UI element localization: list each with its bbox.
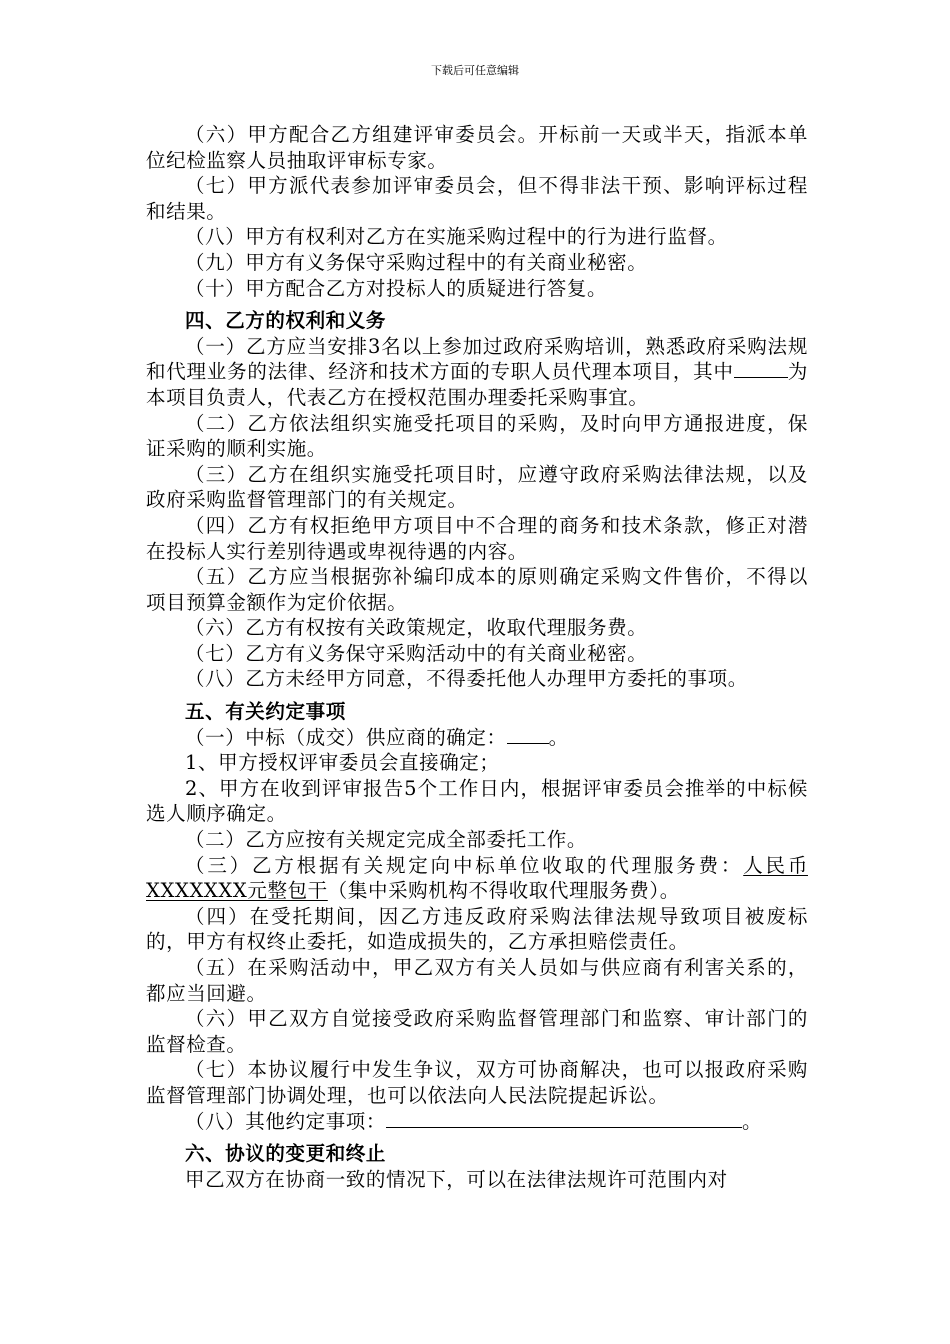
other-matters-blank [386, 1109, 742, 1128]
page-header: 下载后可任意编辑 [431, 64, 519, 77]
service-fee-amount: 人民币XXXXXXX元整包干 [146, 853, 808, 903]
clause-text: （八）其他约定事项： [185, 1109, 387, 1133]
section-6-text: 甲乙双方在协商一致的情况下，可以在法律法规许可范围内对 [185, 1167, 728, 1191]
section-5-clause-6: （六）甲乙双方自觉接受政府采购监督管理部门和监察、审计部门的监督检查。 [146, 1007, 808, 1056]
section-4-clause-3: （三）乙方在组织实施受托项目时，应遵守政府采购法律法规，以及政府采购监督管理部门的有关规定。 [146, 462, 808, 512]
section-4-clause-6: （六）乙方有权按有关政策规定，收取代理服务费。 [185, 616, 648, 640]
section-5-clause-1 [146, 725, 808, 751]
clause-a-6: （六）甲方配合乙方组建评审委员会。开标前一天或半天，指派本单位纪检监察人员抽取评审标专家。 [146, 123, 808, 172]
document-body [146, 122, 808, 1192]
section-4-clause-1 [146, 334, 808, 411]
project-leader-blank [734, 359, 788, 378]
clause-a-7: （七）甲方派代表参加评审委员会，但不得非法干预、影响评标过程和结果。 [146, 174, 808, 223]
section-5-clause-8 [146, 1109, 808, 1135]
clause-text: （一）乙方应当安排3名以上参加过政府采购培训，熟悉政府采购法规和代理业务的法律、经济和技术方面的专职人员代理本项目，其中 [146, 334, 808, 384]
section-5-heading: 五、有关约定事项 [185, 700, 346, 724]
section-5-clause-3 [146, 853, 808, 904]
section-6-heading: 六、协议的变更和终止 [185, 1142, 387, 1166]
section-5-option-2: 2、甲方在收到评审报告5个工作日内，根据评审委员会推举的中标候选人顺序确定。 [146, 776, 808, 826]
section-4-clause-7: （七）乙方有义务保守采购活动中的有关商业秘密。 [185, 641, 648, 665]
section-4-clause-8: （八）乙方未经甲方同意，不得委托他人办理甲方委托的事项。 [185, 667, 748, 691]
clause-text: （一）中标（成交）供应商的确定： [185, 725, 507, 749]
section-4-clause-2: （二）乙方依法组织实施受托项目的采购，及时向甲方通报进度，保证采购的顺利实施。 [146, 411, 808, 461]
section-5-clause-2: （二）乙方应按有关规定完成全部委托工作。 [185, 828, 588, 852]
method-blank [507, 725, 549, 744]
clause-text: 。 [742, 1109, 763, 1133]
clause-a-9: （九）甲方有义务保守采购过程中的有关商业秘密。 [185, 250, 648, 274]
clause-text: （三）乙方根据有关规定向中标单位收取的代理服务费： [185, 853, 744, 877]
clause-a-10: （十）甲方配合乙方对投标人的质疑进行答复。 [185, 276, 608, 300]
section-5-clause-4: （四）在受托期间，因乙方违反政府采购法律法规导致项目被废标的，甲方有权终止委托，如造成损失的，乙方承担赔偿责任。 [146, 904, 808, 954]
section-5-option-1: 1、甲方授权评审委员会直接确定； [185, 751, 500, 775]
clause-text: 为本项目负责人，代表乙方在授权范围办理委托采购事宜。 [146, 360, 808, 409]
section-5-clause-5: （五）在采购活动中，甲乙双方有关人员如与供应商有利害关系的，都应当回避。 [146, 956, 808, 1005]
clause-a-8: （八）甲方有权利对乙方在实施采购过程中的行为进行监督。 [185, 225, 728, 249]
section-4-clause-5: （五）乙方应当根据弥补编印成本的原则确定采购文件售价，不得以项目预算金额作为定价依据。 [146, 565, 808, 614]
section-5-clause-7: （七）本协议履行中发生争议，双方可协商解决，也可以报政府采购监督管理部门协调处理，也可以依法向人民法院提起诉讼。 [146, 1058, 808, 1107]
clause-text: 。 [548, 725, 569, 749]
clause-text: （集中采购机构不得收取代理服务费）。 [327, 879, 680, 903]
section-4-heading: 四、乙方的权利和义务 [185, 309, 387, 333]
section-4-clause-4: （四）乙方有权拒绝甲方项目中不合理的商务和技术条款，修正对潜在投标人实行差别待遇或卑视待遇的内容。 [146, 513, 808, 563]
